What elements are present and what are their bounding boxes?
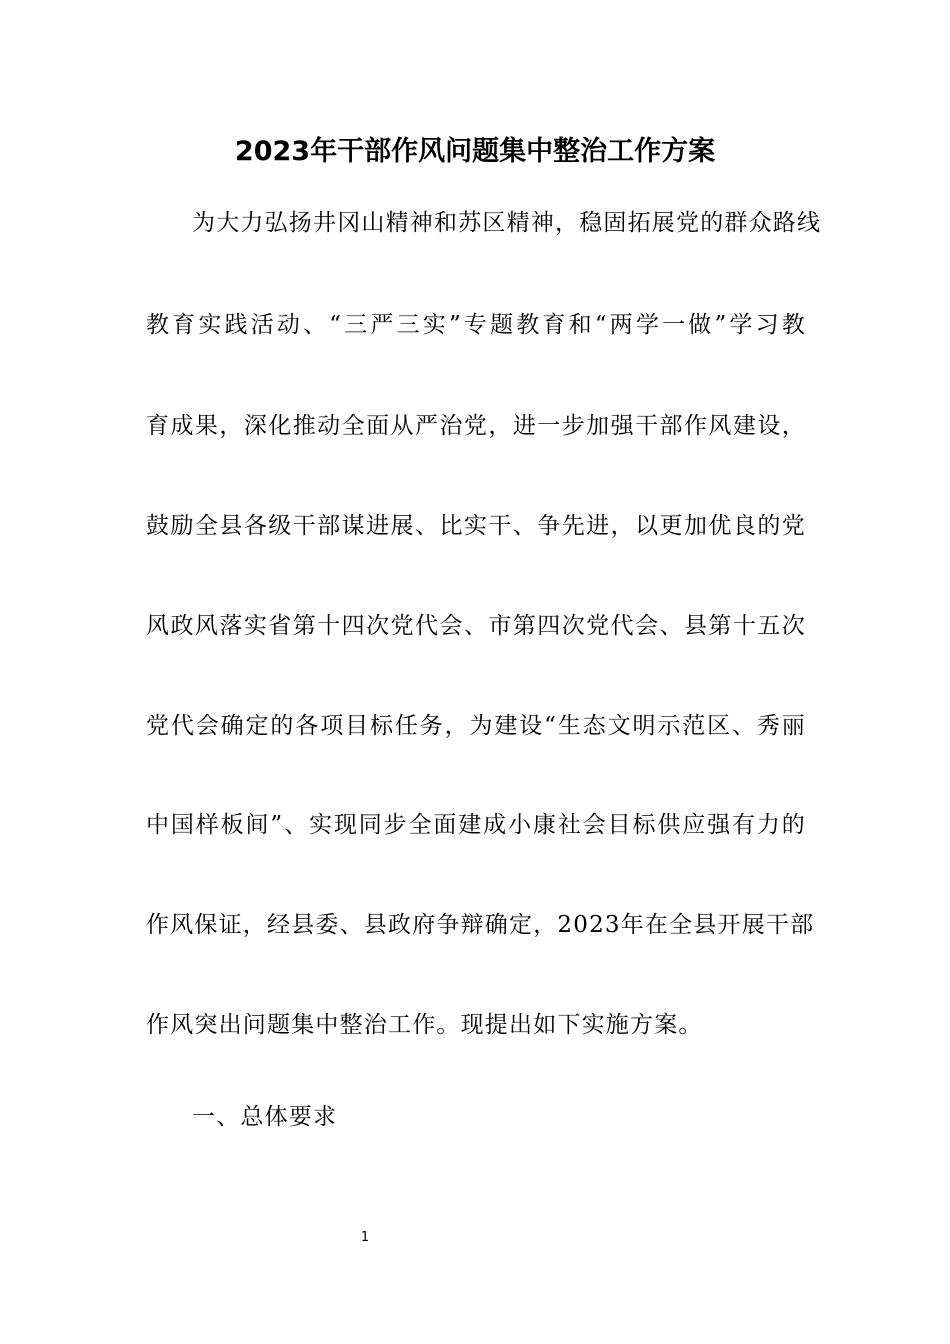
paragraph-line: 作风保证，经县委、县政府争辩确定，2023年在全县开展干部 [146,912,815,938]
paragraph-line: 作风突出问题集中整治工作。现提出如下实施方案。 [146,1012,703,1038]
paragraph-line: 鼓励全县各级干部谋进展、比实干、争先进，以更加优良的党 [146,513,806,539]
document-title: 2023年干部作风问题集中整治工作方案 [234,136,716,167]
paragraph-line: 中国样板间”、实现同步全面建成小康社会目标供应强有力的 [146,812,806,838]
paragraph-line: 风政风落实省第十四次党代会、市第四次党代会、县第十五次 [146,613,806,639]
paragraph-line: 教育实践活动、“三严三实”专题教育和“两学一做”学习教 [146,312,806,338]
section-heading: 一、总体要求 [192,1104,338,1130]
page-number: 1 [360,1230,370,1245]
paragraph-line: 为大力弘扬井冈山精神和苏区精神，稳固拓展党的群众路线 [192,210,822,236]
paragraph-line: 党代会确定的各项目标任务，为建设“生态文明示范区、秀丽 [146,713,806,739]
paragraph-line: 育成果，深化推动全面从严治党，进一步加强干部作风建设， [146,413,806,439]
